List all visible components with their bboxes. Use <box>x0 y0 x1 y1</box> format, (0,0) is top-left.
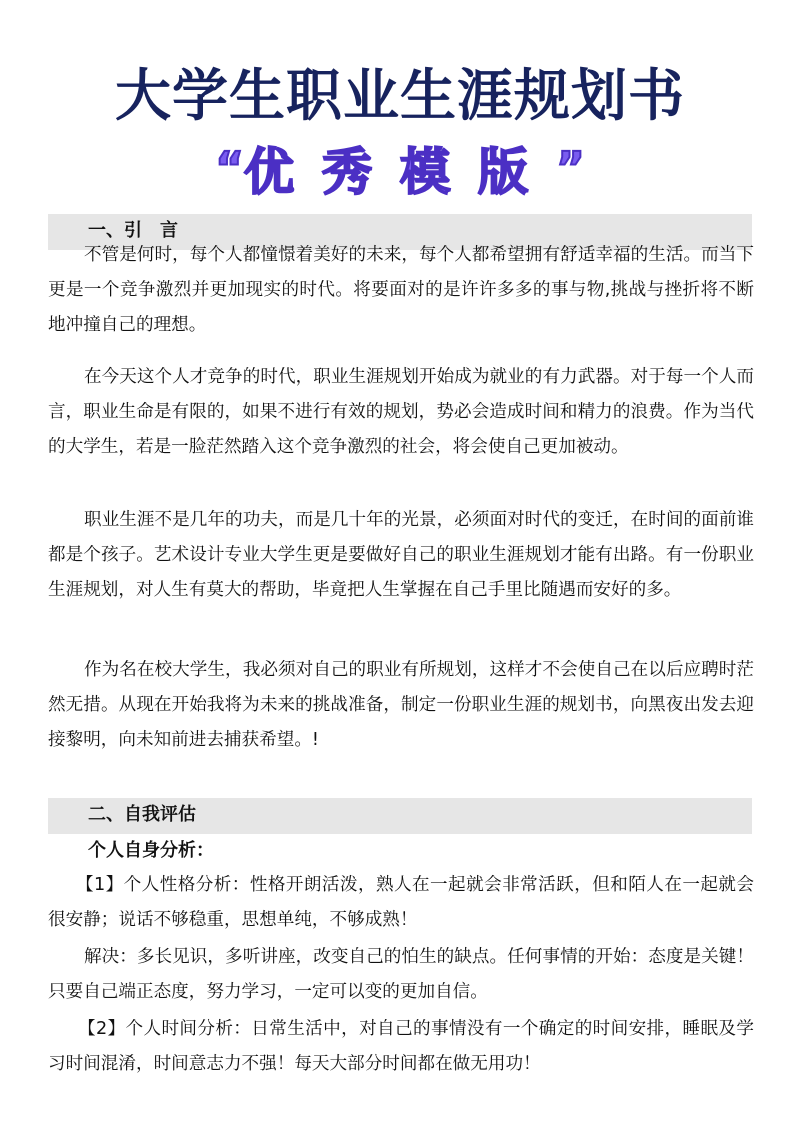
open-quote: “ <box>215 143 244 194</box>
section-heading-text: 一、引 言 <box>88 220 178 241</box>
section-heading-text: 二、自我评估 <box>88 804 196 825</box>
section-heading-self-assessment <box>48 798 752 834</box>
document-title: 大学生职业生涯规划书 <box>115 64 685 129</box>
paragraph-personality-analysis: 【1】个人性格分析：性格开朗活泼，熟人在一起就会非常活跃，但和陌人在一起就会很安静；说话不够稳重，思想单纯，不够成熟！ <box>48 875 754 930</box>
document-subtitle <box>0 134 800 207</box>
close-quote: ” <box>556 143 585 194</box>
paragraph-intro-1: 不管是何时，每个人都憧憬着美好的未来，每个人都希望拥有舒适幸福的生活。而当下更是一个竞争激烈并更加现实的时代。将要面对的是许许多多的事与物,挑战与挫折将不断地冲撞自己的理想。 <box>48 245 754 335</box>
paragraph-solution: 解决：多长见识，多听讲座，改变自己的怕生的缺点。任何事情的开始：态度是关键！只要自己端正态度，努力学习，一定可以变的更加自信。 <box>48 947 754 1002</box>
subtitle-text: 优秀模版 <box>244 143 556 201</box>
paragraph-time-analysis: 【2】个人时间分析：日常生活中，对自己的事情没有一个确定的时间安排，睡眠及学习时间混淆，时间意志力不强！每天大部分时间都在做无用功！ <box>48 1019 754 1074</box>
paragraph-intro-4: 作为名在校大学生，我必须对自己的职业有所规划，这样才不会使自己在以后应聘时茫然无措。从现在开始我将为未来的挑战准备，制定一份职业生涯的规划书，向黑夜出发去迎接黎明，向未知前进去捕获希望。! <box>48 660 754 750</box>
paragraph-intro-3: 职业生涯不是几年的功夫，而是几十年的光景，必须面对时代的变迁，在时间的面前谁都是个孩子。艺术设计专业大学生更是要做好自己的职业生涯规划才能有出路。有一份职业生涯规划，对人生有莫大的帮助，毕竟把人生掌握在自己手里比随遇而安好的多。 <box>48 510 754 600</box>
sub-heading-personal-analysis: 个人自身分析： <box>88 840 214 861</box>
paragraph-intro-2: 在今天这个人才竞争的时代，职业生涯规划开始成为就业的有力武器。对于每一个人而言，职业生命是有限的，如果不进行有效的规划，势必会造成时间和精力的浪费。作为当代的大学生，若是一脸茫然踏入这个竞争激烈的社会，将会使自己更加被动。 <box>48 367 754 457</box>
